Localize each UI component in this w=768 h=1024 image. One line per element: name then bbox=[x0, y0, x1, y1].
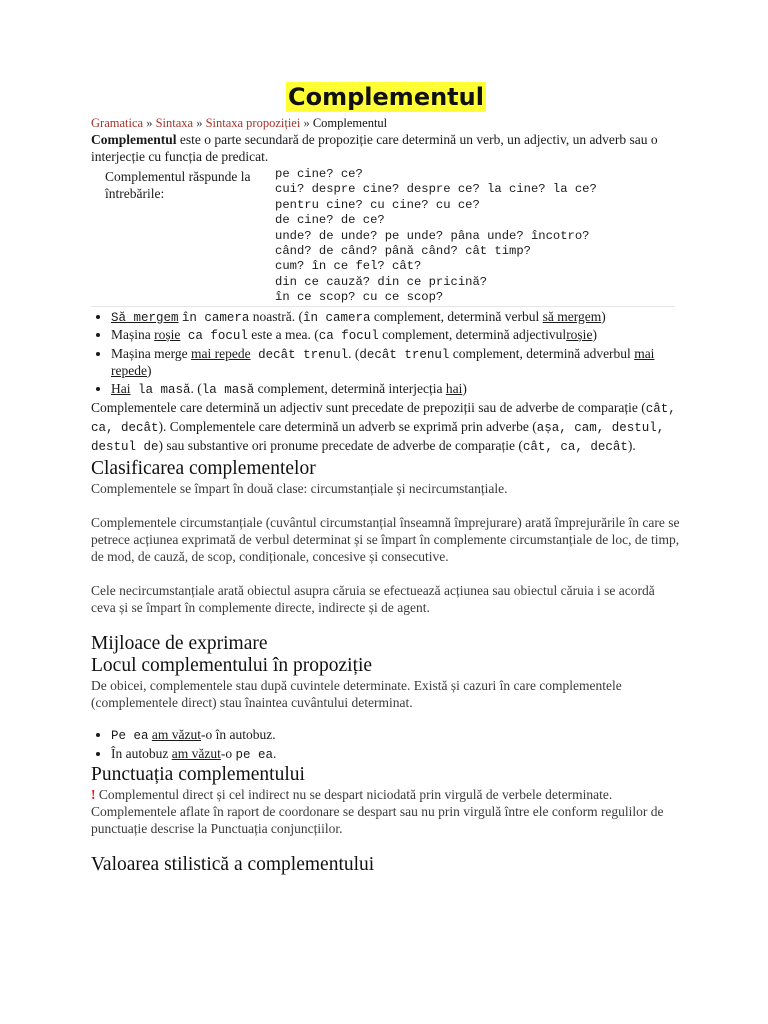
list-item bbox=[111, 381, 681, 399]
question-line: pentru cine? cu cine? cu ce? bbox=[275, 197, 480, 212]
example-target: Hai bbox=[111, 380, 131, 396]
paragraph-locul: De obicei, complementele stau după cuvintele determinate. Există și cazuri în care complementele (complementele direct) stau înaintea cuvântului determinat. bbox=[91, 678, 622, 711]
intro-text: este o parte secundară de propoziție care determină un verb, un adjectiv, un adverb sau o interjecție cu funcția de predicat. bbox=[91, 132, 658, 164]
question-line: în ce scop? cu ce scop? bbox=[275, 290, 444, 305]
example-text: complement, determină adjectivul bbox=[378, 327, 567, 343]
example-text: ) bbox=[462, 380, 467, 396]
question-line: cui? despre cine? despre ce? la cine? la ce? bbox=[275, 182, 597, 197]
example-text: . bbox=[272, 745, 277, 761]
example-verb: Să mergem bbox=[111, 310, 179, 325]
breadcrumb-current: Complementul bbox=[312, 116, 388, 130]
example-text: ) bbox=[592, 327, 597, 343]
example-complement: ca focul bbox=[318, 329, 379, 344]
list-item bbox=[111, 327, 681, 345]
example-text: . ( bbox=[190, 380, 202, 396]
example-target: să mergem bbox=[542, 308, 602, 324]
example-text: complement, determină adverbul bbox=[449, 345, 635, 361]
paragraph-text: Complementele care determină un adjectiv sunt precedate de prepoziții sau de adverbe de comparație ( bbox=[91, 400, 646, 416]
paragraph-text: ). Complementele care determină un adverb se exprimă prin adverbe ( bbox=[158, 419, 537, 435]
example-complement: decât trenul bbox=[359, 347, 450, 362]
heading-clasificare: Clasificarea complementelor bbox=[91, 458, 316, 480]
list-item bbox=[111, 746, 681, 764]
adjective-adverb-paragraph bbox=[91, 399, 681, 456]
question-line: de cine? de ce? bbox=[275, 213, 385, 228]
breadcrumb-separator: » bbox=[146, 116, 153, 130]
example-verb: am văzut bbox=[171, 745, 221, 761]
example-text: . ( bbox=[348, 345, 360, 361]
example-text: ) bbox=[601, 308, 606, 324]
heading-mijloace: Mijloace de exprimare bbox=[91, 633, 268, 655]
question-line: pe cine? ce? bbox=[275, 167, 363, 181]
warning-icon: ! bbox=[91, 787, 96, 803]
examples-list bbox=[91, 309, 681, 399]
example-target: roșie bbox=[566, 327, 593, 343]
example-complement: ca focul bbox=[180, 329, 248, 344]
example-text: -o în autobuz. bbox=[201, 727, 276, 743]
question-line: cum? în ce fel? cât? bbox=[275, 259, 422, 274]
example-complement: în camera bbox=[303, 310, 371, 325]
paragraph-circumstantiale: Complementele circumstanțiale (cuvântul circumstanțial înseamnă împrejurare) arată împrejurările în care se petrece acțiunea exprimată de verbul determinat și se împart în complemente circumstanțiale de loc, de timp, de mod, de cauză, de scop, condiționale, concesive și consecutive. bbox=[91, 515, 680, 565]
heading-valoare: Valoarea stilistică a complementului bbox=[91, 854, 375, 876]
paragraph-punctuatie-2: Complementele aflate în raport de coordonare se despart sau nu prin virgulă între ele conform regulilor de punctuație descrise la Punctuația conjuncțiilor. bbox=[91, 804, 664, 837]
heading-punctuatie: Punctuația complementului bbox=[91, 764, 305, 786]
breadcrumb-sintaxa[interactable]: Sintaxa bbox=[155, 116, 194, 130]
example-target: roșie bbox=[154, 327, 181, 343]
paragraph-text: ). bbox=[627, 438, 636, 454]
question-line: când? de când? până când? cât timp? bbox=[275, 244, 531, 259]
breadcrumb-gramatica[interactable]: Gramatica bbox=[91, 116, 144, 130]
example-target: hai bbox=[445, 380, 463, 396]
paragraph-mono: cât, ca, decât bbox=[91, 402, 676, 436]
position-examples-list bbox=[91, 727, 681, 763]
paragraph-mono: așa, cam, destul, destul de bbox=[91, 421, 665, 455]
example-complement: pe ea bbox=[235, 747, 273, 762]
questions-label: Complementul răspunde la întrebările: bbox=[105, 169, 251, 201]
breadcrumb bbox=[91, 116, 681, 131]
intro-paragraph bbox=[91, 131, 681, 165]
question-line: din ce cauză? din ce pricină? bbox=[275, 274, 488, 289]
list-item bbox=[111, 346, 681, 380]
questions-table bbox=[91, 165, 675, 307]
paragraph-mono: cât, ca, decât bbox=[522, 440, 628, 455]
example-complement: decât trenul bbox=[250, 347, 349, 362]
breadcrumb-separator: » bbox=[303, 116, 310, 130]
example-text: complement, determină verbul bbox=[370, 308, 543, 324]
example-complement: Pe ea bbox=[111, 729, 149, 744]
questions-list bbox=[275, 165, 597, 306]
paragraph-text: Complementul direct și cel indirect nu se despart niciodată prin virgulă de verbele determinate. bbox=[95, 787, 613, 803]
example-text: Mașina merge bbox=[111, 345, 191, 361]
example-complement: la masă bbox=[130, 382, 191, 397]
example-text: Mașina bbox=[111, 327, 155, 343]
paragraph-clasificare: Complementele se împart în două clase: circumstanțiale și necircumstanțiale. bbox=[91, 481, 508, 497]
example-target: mai repede bbox=[190, 345, 251, 361]
page-title: Complementul bbox=[288, 83, 484, 111]
intro-term: Complementul bbox=[91, 132, 177, 147]
example-text: complement, determină interjecția bbox=[254, 380, 446, 396]
example-verb: am văzut bbox=[151, 727, 201, 743]
example-text: -o bbox=[220, 745, 236, 761]
article bbox=[91, 82, 681, 876]
paragraph-punctuatie-1 bbox=[91, 786, 681, 803]
breadcrumb-separator: » bbox=[196, 116, 203, 130]
example-text: În autobuz bbox=[111, 745, 172, 761]
list-item bbox=[111, 309, 681, 327]
example-complement: la masă bbox=[201, 382, 255, 397]
paragraph-necircumstantiale: Cele necircumstanțiale arată obiectul asupra căruia se efectuează acțiunea sau obiectul căruia i se acordă ceva și se împart în complemente directe, indirecte și de agent. bbox=[91, 583, 655, 616]
paragraph-text: ) sau substantive ori pronume precedate de adverbe de comparație ( bbox=[158, 438, 523, 454]
heading-locul: Locul complementului în propoziție bbox=[91, 655, 373, 677]
example-text: este a mea. ( bbox=[247, 327, 319, 343]
list-item bbox=[111, 727, 681, 745]
question-line: unde? de unde? pe unde? pâna unde? încotro? bbox=[275, 228, 590, 243]
breadcrumb-sintaxa-propozitiei[interactable]: Sintaxa propoziției bbox=[205, 116, 301, 130]
example-target: mai repede bbox=[111, 345, 655, 379]
example-text: noastră. ( bbox=[249, 308, 304, 324]
example-text: ) bbox=[146, 363, 152, 379]
example-complement: în camera bbox=[181, 310, 250, 325]
